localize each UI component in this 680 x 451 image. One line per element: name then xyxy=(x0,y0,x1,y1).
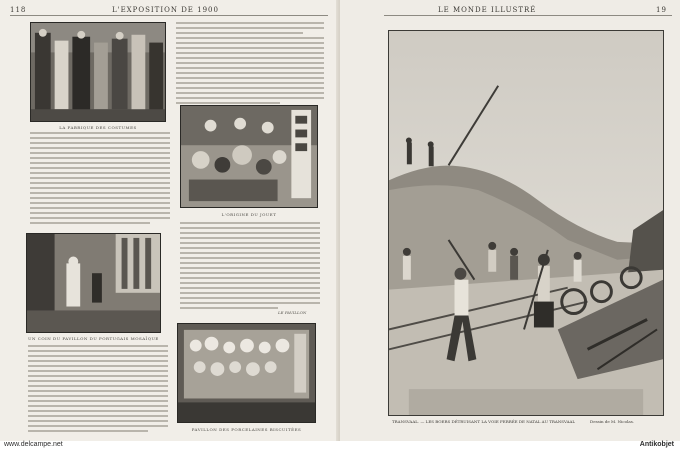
watermark-left: www.delcampe.net xyxy=(4,441,63,448)
left-page-number: 118 xyxy=(10,6,27,14)
right-running-head: LE MONDE ILLUSTRÉ xyxy=(438,6,537,14)
small-caption: LE PAVILLON xyxy=(278,310,307,315)
caption-photo3: UN COIN DU PAVILLON DU PORTUGAIS MOSAÏQUE xyxy=(28,336,159,341)
plate-caption: TRANSVAAL. — LES BOERS DÉTRUISANT LA VOIE FERRÉE DE NATAL AU TRANSVAAL xyxy=(392,419,576,424)
left-header-rule xyxy=(10,15,328,16)
watermark-bar xyxy=(0,441,680,451)
plate-credit: Dessin de M. Nicolas. xyxy=(590,419,635,424)
text-column-left-bottom xyxy=(28,345,168,435)
text-column-right-middle xyxy=(180,222,320,312)
text-column-top-right xyxy=(176,22,324,107)
caption-photo1: LA FABRIQUE DES COSTUMES xyxy=(59,125,137,130)
text-column-left-middle xyxy=(30,132,170,227)
photo-porcelain xyxy=(177,323,316,423)
left-page xyxy=(0,0,340,441)
left-running-head: L'EXPOSITION DE 1900 xyxy=(112,6,219,14)
right-page-number: 19 xyxy=(656,6,667,14)
caption-photo2: L'ORIGINE DU JOUET xyxy=(221,212,277,217)
plate-illustration xyxy=(388,30,664,416)
right-header-rule xyxy=(384,15,672,16)
photo-pavilion xyxy=(26,233,161,333)
photo-costumes xyxy=(30,22,166,122)
watermark-right: Antikobjet xyxy=(639,441,674,448)
caption-photo4: PAVILLON DES PORCELAINES BISCUITÉES xyxy=(191,427,302,432)
photo-toys xyxy=(180,105,318,208)
